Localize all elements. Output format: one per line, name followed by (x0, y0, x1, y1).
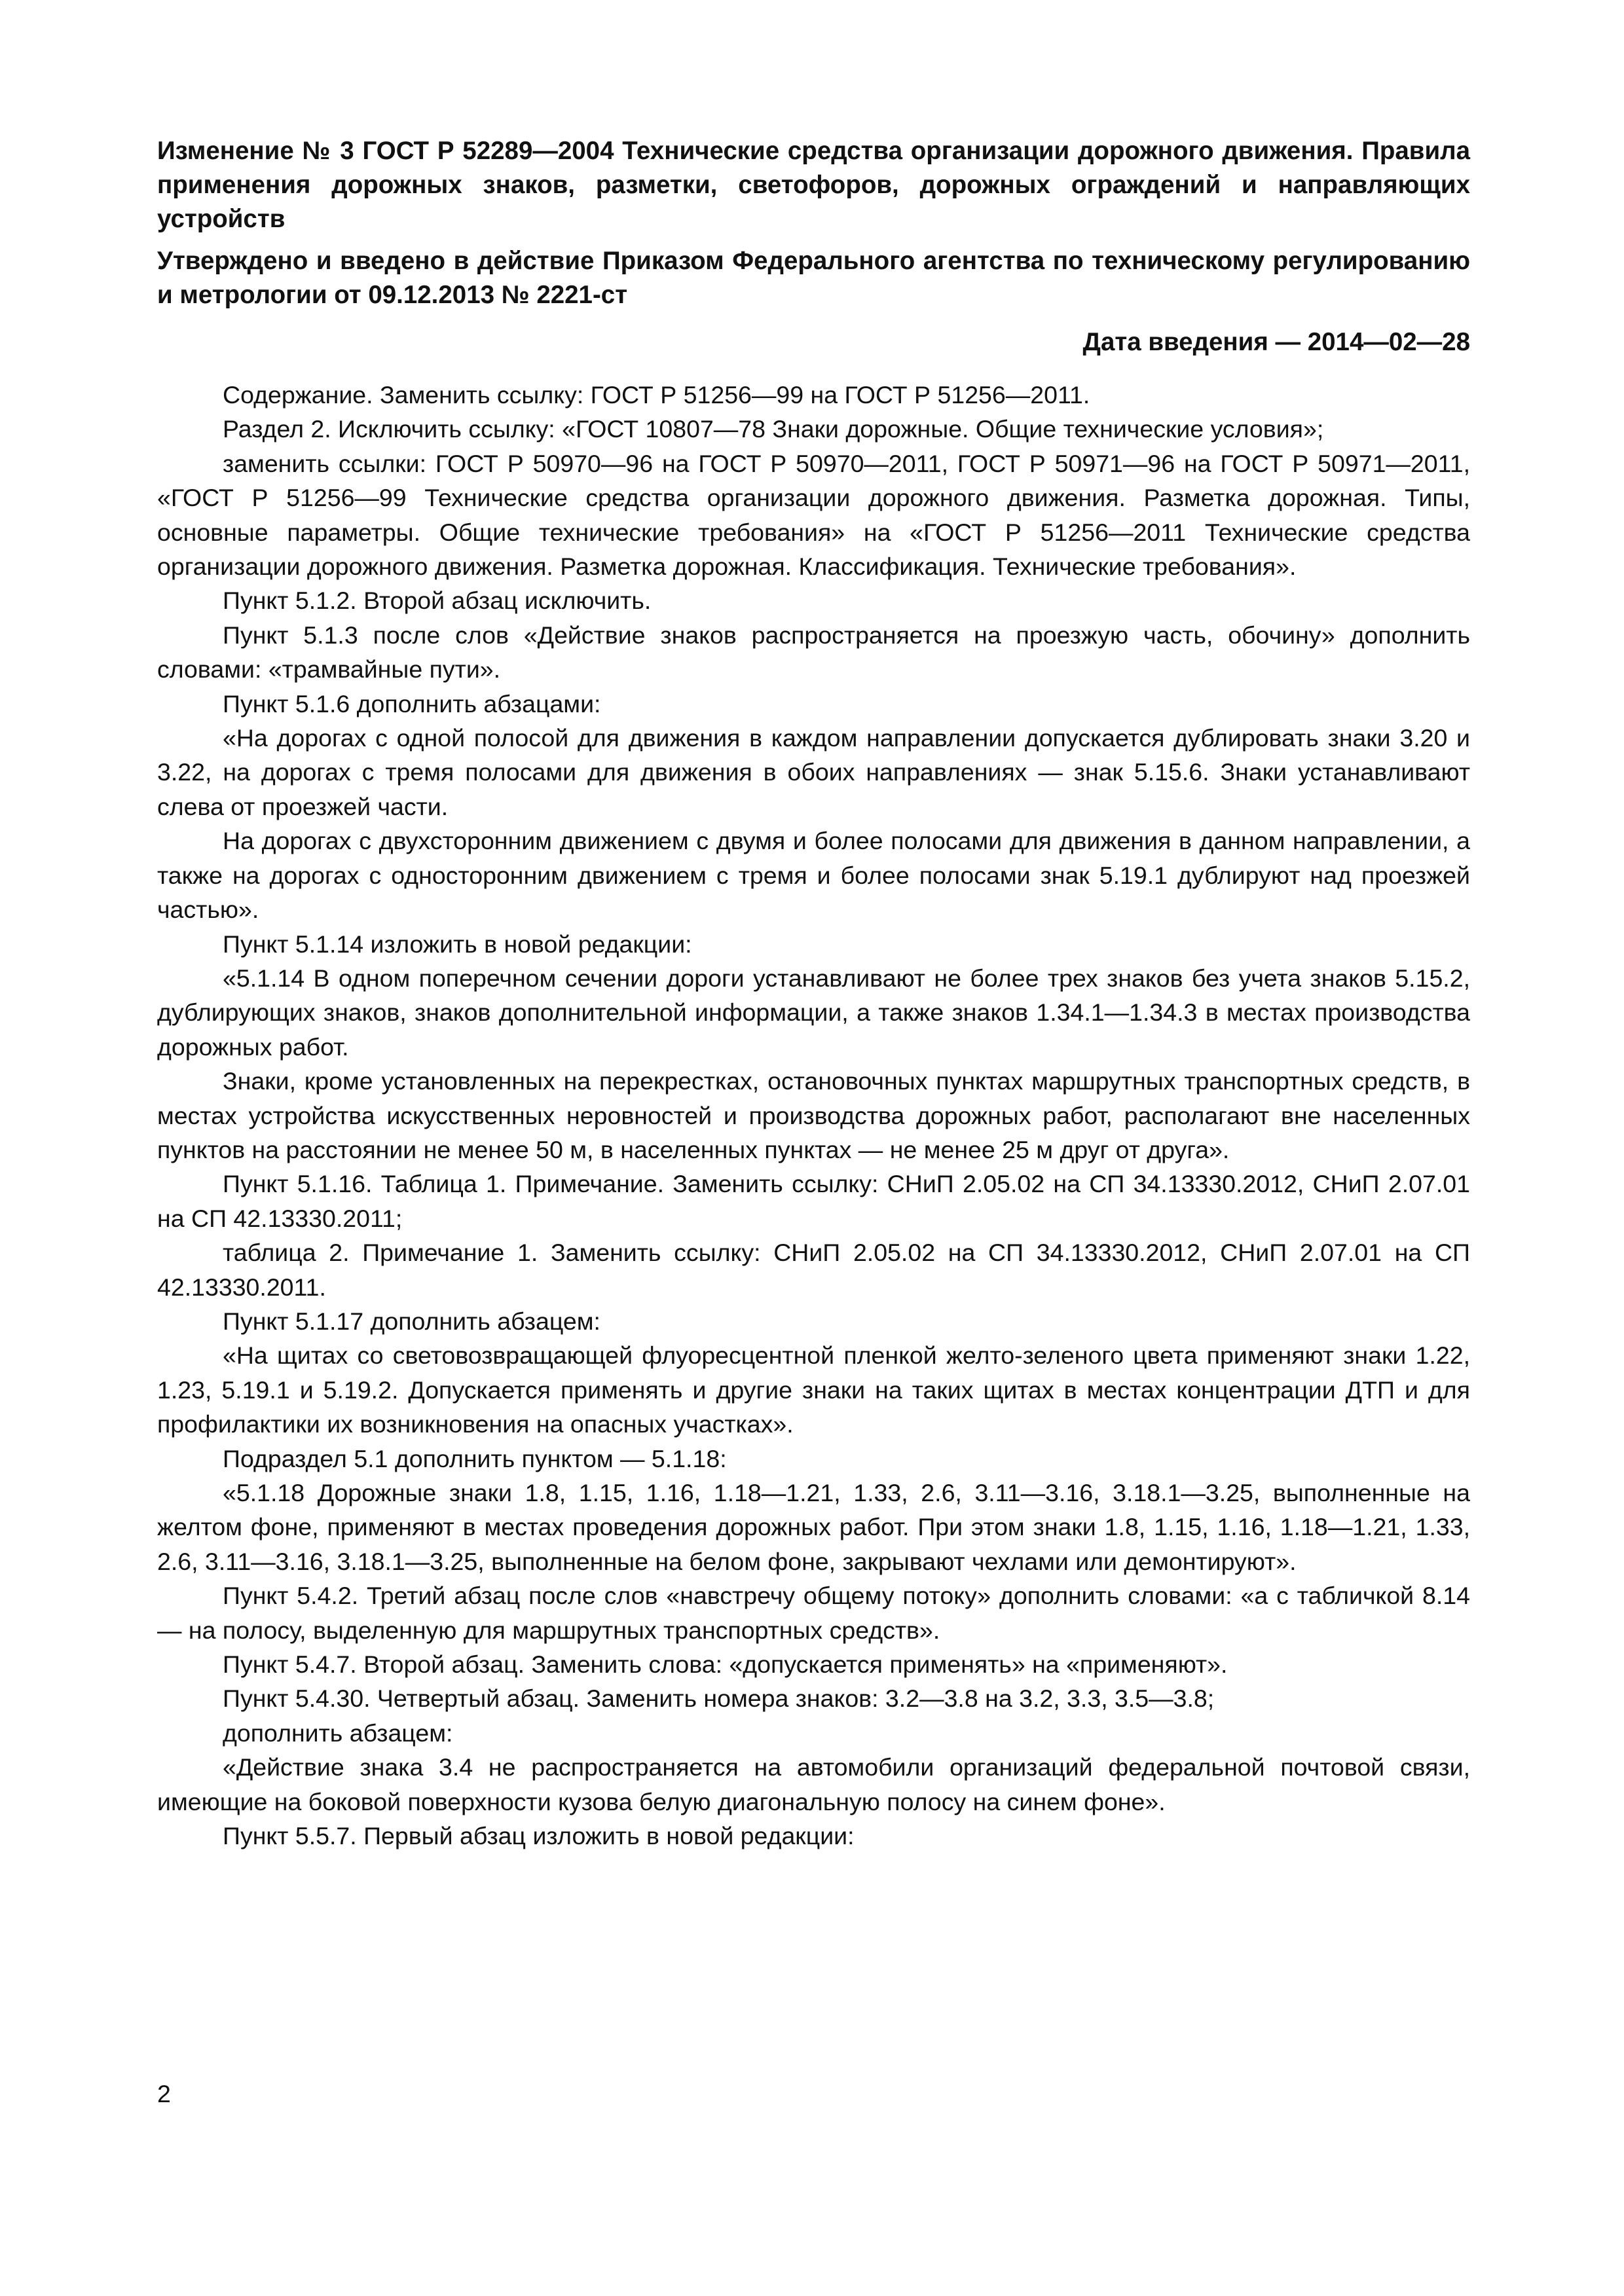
paragraph: Пункт 5.1.3 после слов «Действие знаков распространяется на проезжую часть, обочину» дополнить словами: «трамвайные пути». (157, 621, 1470, 683)
paragraph: Подраздел 5.1 дополнить пунктом — 5.1.18: (223, 1444, 727, 1472)
document-body (157, 378, 1470, 1853)
page-number: 2 (157, 2080, 171, 2107)
amendment-title: Изменение № 3 ГОСТ Р 52289—2004 Технические средства организации дорожного движения. Правила применения дорожных знаков, разметки, светофоров, дорожных ограждений и направляющих устройств (157, 137, 1470, 233)
paragraph: Пункт 5.5.7. Первый абзац изложить в новой редакции: (223, 1822, 855, 1850)
paragraph: «5.1.14 В одном поперечном сечении дороги устанавливают не более трех знаков без учета знаков 5.15.2, дублирующих знаков, знаков дополнительной информации, а также знаков 1.34.1—1.34.3 в местах производства дорожных работ. (157, 964, 1470, 1061)
paragraph: «На щитах со световозвращающей флуоресцентной пленкой желто-зеленого цвета применяют знаки 1.22, 1.23, 5.19.1 и 5.19.2. Допускается применять и другие знаки на таких щитах в местах концентрации ДТП и для профилактики их возникновения на опасных участках». (157, 1341, 1470, 1438)
paragraph: «На дорогах с одной полосой для движения в каждом направлении допускается дублировать знаки 3.20 и 3.22, на дорогах с тремя полосами для движения в обоих направлениях — знак 5.15.6. Знаки устанавливают слева от проезжей части. (157, 724, 1470, 820)
paragraph: Пункт 5.1.17 дополнить абзацем: (223, 1307, 600, 1335)
paragraph: На дорогах с двухсторонним движением с двумя и более полосами для движения в данном направлении, а также на дорогах с односторонним движением с тремя и более полосами знак 5.19.1 дублируют над проезжей частью». (157, 827, 1470, 924)
paragraph: Содержание. Заменить ссылку: ГОСТ Р 51256—99 на ГОСТ Р 51256—2011. (223, 381, 1090, 409)
document-page (157, 134, 1470, 1853)
paragraph: Пункт 5.4.7. Второй абзац. Заменить слова: «допускается применять» на «применяют». (223, 1650, 1228, 1679)
paragraph: таблица 2. Примечание 1. Заменить ссылку: СНиП 2.05.02 на СП 34.13330.2012, СНиП 2.07.01 на СП 42.13330.2011. (157, 1239, 1470, 1301)
paragraph: Пункт 5.1.16. Таблица 1. Примечание. Заменить ссылку: СНиП 2.05.02 на СП 34.13330.2012, СНиП 2.07.01 на СП 42.13330.2011; (157, 1170, 1470, 1232)
effective-date: Дата введения — 2014—02—28 (1082, 328, 1470, 356)
paragraph: Пункт 5.1.2. Второй абзац исключить. (223, 587, 652, 615)
paragraph: Пункт 5.4.2. Третий абзац после слов «навстречу общему потоку» дополнить словами: «а с табличкой 8.14 — на полосу, выделенную для маршрутных транспортных средств». (157, 1582, 1470, 1644)
paragraph: «Действие знака 3.4 не распространяется на автомобили организаций федеральной почтовой связи, имеющие на боковой поверхности кузова белую диагональную полосу на синем фоне». (157, 1753, 1470, 1815)
paragraph: дополнить абзацем: (223, 1719, 453, 1747)
paragraph: Раздел 2. Исключить ссылку: «ГОСТ 10807—78 Знаки дорожные. Общие технические условия»; (223, 415, 1324, 443)
paragraph: Пункт 5.1.6 дополнить абзацами: (223, 689, 601, 718)
paragraph: Знаки, кроме установленных на перекрестках, остановочных пунктах маршрутных транспортных средств, в местах устройства искусственных неровностей и производства дорожных работ, располагают вне населенных пунктов на расстоянии не менее 50 м, в населенных пунктах — не менее 25 м друг от друга». (157, 1067, 1470, 1163)
paragraph: Пункт 5.1.14 изложить в новой редакции: (223, 930, 692, 958)
paragraph: заменить ссылки: ГОСТ Р 50970—96 на ГОСТ Р 50970—2011, ГОСТ Р 50971—96 на ГОСТ Р 50971—2011, «ГОСТ Р 51256—99 Технические средства организации дорожного движения. Разметка дорожная. Типы, основные параметры. Общие технические требования» на «ГОСТ Р 51256—2011 Технические средства организации дорожного движения. Разметка дорожная. Классификация. Технические требования». (157, 449, 1470, 581)
paragraph: Пункт 5.4.30. Четвертый абзац. Заменить номера знаков: 3.2—3.8 на 3.2, 3.3, 3.5—3.8; (223, 1685, 1215, 1713)
paragraph: «5.1.18 Дорожные знаки 1.8, 1.15, 1.16, 1.18—1.21, 1.33, 2.6, 3.11—3.16, 3.18.1—3.25, выполненные на желтом фоне, применяют в местах проведения дорожных работ. При этом знаки 1.8, 1.15, 1.16, 1.18—1.21, 1.33, 2.6, 3.11—3.16, 3.18.1—3.25, выполненные на белом фоне, закрывают чехлами или демонтируют». (157, 1479, 1470, 1575)
approval-statement: Утверждено и введено в действие Приказом Федерального агентства по техническому регулированию и метрологии от 09.12.2013 № 2221-ст (157, 247, 1470, 309)
